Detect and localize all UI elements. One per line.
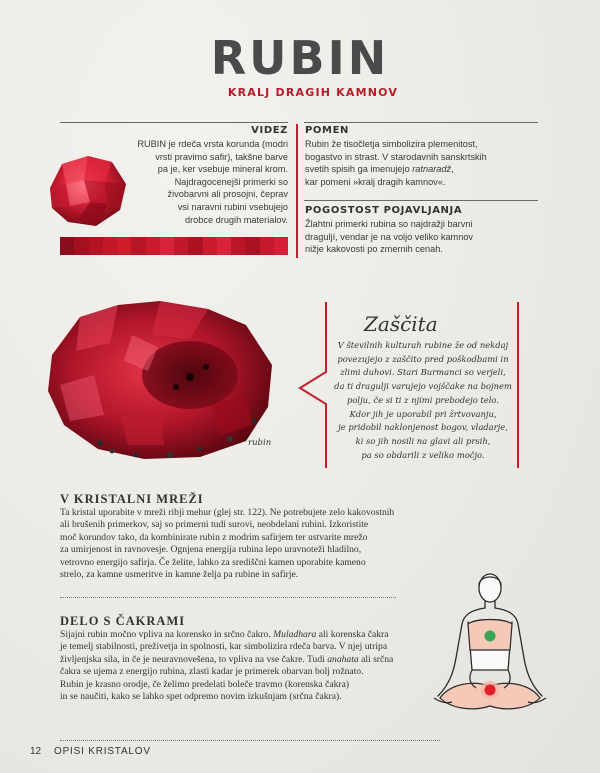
pomen-line: bogastvo in strast. V starodavnih sanskrtskih — [305, 151, 487, 162]
zascita-title: Zaščita — [364, 312, 438, 336]
videz-line: RUBIN je rdeča vrsta korunda (modri — [137, 139, 288, 149]
root-chakra-dot — [485, 685, 496, 696]
color-swatch — [146, 237, 160, 255]
kristalni-line: ali brušenih primerkov, saj so primerni tudi surovi, neobdelani rubini. Izkoristite — [60, 519, 369, 531]
kristalni-line: za umirjenost in ravnovesje. Ognjena energija rubina lepo uravnoteži hladilno, — [60, 544, 362, 556]
videz-line: Najdragocenejši primerki so — [174, 176, 288, 187]
zascita-line: da ti dragulji varujejo vojščake na bojnem — [334, 381, 512, 392]
color-swatch — [131, 237, 145, 255]
meditation-figure-illustration — [420, 566, 560, 726]
cakrami-text-span: življenjska sila, in če je neuravnovešena, to vpliva na vse čakre. Tudi — [60, 653, 328, 665]
kristalni-line: moč korundov tako, da kombinirate rubin z modrim safirjem ter ustvarite mrežo — [60, 531, 368, 543]
color-swatch — [117, 237, 131, 255]
pogostost-text — [305, 218, 541, 256]
pomen-text-span: svetih spisih ga imenujejo — [305, 164, 413, 175]
videz-line: drobce drugih materialov. — [185, 214, 288, 225]
videz-rule — [60, 122, 288, 123]
color-swatch — [174, 237, 188, 255]
cakrami-line: čakra se ujema z energijo rubina, zlasti kadar je primerek obarvan bolj rožnato. — [60, 666, 364, 678]
pomen-line: kar pomeni »kralj dragih kamnov«. — [305, 176, 446, 187]
zascita-line: je pridobil naklonjenost bogov, vladarje, — [338, 422, 508, 433]
pogostost-line: nižje kakovosti po zmernih cenah. — [305, 244, 443, 255]
cakrami-text — [60, 629, 480, 703]
color-swatch — [74, 237, 88, 255]
cakrami-line: in se naučiti, kako se lahko spet odpremo novim izkušnjam (srčna čakra). — [60, 691, 342, 703]
videz-heading: VIDEZ — [251, 125, 288, 136]
cakrami-text-span: ali srčna — [358, 653, 394, 665]
dotted-divider — [60, 597, 396, 598]
cakrami-italic-term: Muladhara — [273, 629, 317, 640]
pomen-italic-term: ratnaradž — [412, 164, 452, 175]
zascita-line: V številnih kulturah rubine že od nekdaj — [337, 340, 509, 350]
cakrami-line — [60, 654, 480, 666]
color-swatch — [60, 237, 74, 255]
zascita-line: ki so jih nosili na glavi ali prsih, — [355, 435, 491, 446]
kristalni-line: vetrovno energijo safirja. Če želite, lahko za središčni kamen uporabite kameno — [60, 556, 366, 568]
cakrami-line: Rubin je krasno orodje, če želimo predelati boleče travmo (korenska čakra) — [60, 678, 350, 690]
color-swatch-bar — [60, 237, 288, 255]
videz-text — [110, 138, 288, 226]
kristalni-line: Ta kristal uporabite v mreži ribji mehur (glej str. 122). Ne potrebujete zelo kakovostnih — [60, 507, 395, 518]
videz-line: pa je, ker vsebuje mineral krom. — [157, 164, 288, 175]
zascita-text — [330, 339, 516, 462]
color-swatch — [260, 237, 274, 255]
cakrami-italic-term: anahata — [327, 653, 359, 665]
ruby-cluster-image — [40, 295, 280, 465]
videz-line: vrsti pravimo safir), takšne barve — [155, 151, 288, 162]
color-swatch — [89, 237, 103, 255]
videz-line: vsi naravni rubini vsebujejo — [177, 201, 288, 212]
color-swatch — [274, 237, 288, 255]
zascita-line: zlimi duhovi. Stari Burmanci so verjeli, — [340, 367, 506, 378]
pogostost-line: draguljí, vendar je na voljo veliko kamnov — [305, 231, 474, 242]
pomen-rule — [304, 122, 538, 123]
cakrami-line — [60, 629, 480, 641]
kristalni-heading: V KRISTALNI MREŽI — [60, 492, 204, 506]
kristalni-line: strelo, za kamne usmeritve in kamne želja pa rubine in safirje. — [60, 569, 299, 581]
footer-label: OPISI KRISTALOV — [54, 746, 151, 757]
pogostost-line: Žlahtni primerki rubina so najdražji barvni — [305, 219, 473, 229]
cakrami-line: je temelj stabilnosti, preživetja in spolnosti, kar simbolizira rdeča barva. V njej utripa — [60, 641, 388, 653]
cakrami-text-span: Sijajni rubin močno vpliva na korensko in srčno čakro. — [60, 629, 274, 640]
color-swatch — [217, 237, 231, 255]
pogostost-rule — [304, 200, 538, 201]
color-swatch — [203, 237, 217, 255]
heart-chakra-dot — [485, 631, 496, 642]
color-swatch — [103, 237, 117, 255]
color-swatch — [231, 237, 245, 255]
page-title: RUBIN — [210, 31, 390, 85]
color-swatch — [188, 237, 202, 255]
zascita-line: Kdor jih je uporabil pri žrtvovanju, — [349, 408, 497, 419]
zascita-line: pa so obdarili z veliko močjo. — [361, 449, 485, 460]
kristalni-text — [60, 507, 480, 581]
cakrami-text-span: ali korenska čakra — [316, 629, 389, 640]
ruby-crystal-small-image — [44, 150, 130, 230]
cakrami-heading: DELO S ČAKRAMI — [60, 614, 186, 628]
pomen-line: Rubin že tisočletja simbolizira plemenitost, — [305, 139, 478, 149]
videz-line: živobarvni ali prosojni, čeprav — [167, 189, 288, 200]
dotted-divider-bottom — [60, 740, 440, 741]
pomen-text-span: , — [451, 164, 454, 175]
image-caption: rubin — [248, 438, 272, 448]
pogostost-heading: POGOSTOST POJAVLJANJA — [305, 205, 463, 216]
zascita-line: polju, če si ti z njimi prebodejo telo. — [347, 394, 499, 405]
pomen-line — [305, 163, 541, 176]
pomen-text — [305, 138, 541, 188]
section-divider — [296, 124, 298, 258]
color-swatch — [160, 237, 174, 255]
page-subtitle: KRALJ DRAGIH KAMNOV — [227, 86, 399, 99]
pomen-heading: POMEN — [305, 125, 349, 136]
color-swatch — [245, 237, 259, 255]
zascita-line: povezujejo z zaščito pred poškodbami in — [337, 353, 509, 364]
page-number: 12 — [30, 746, 42, 757]
